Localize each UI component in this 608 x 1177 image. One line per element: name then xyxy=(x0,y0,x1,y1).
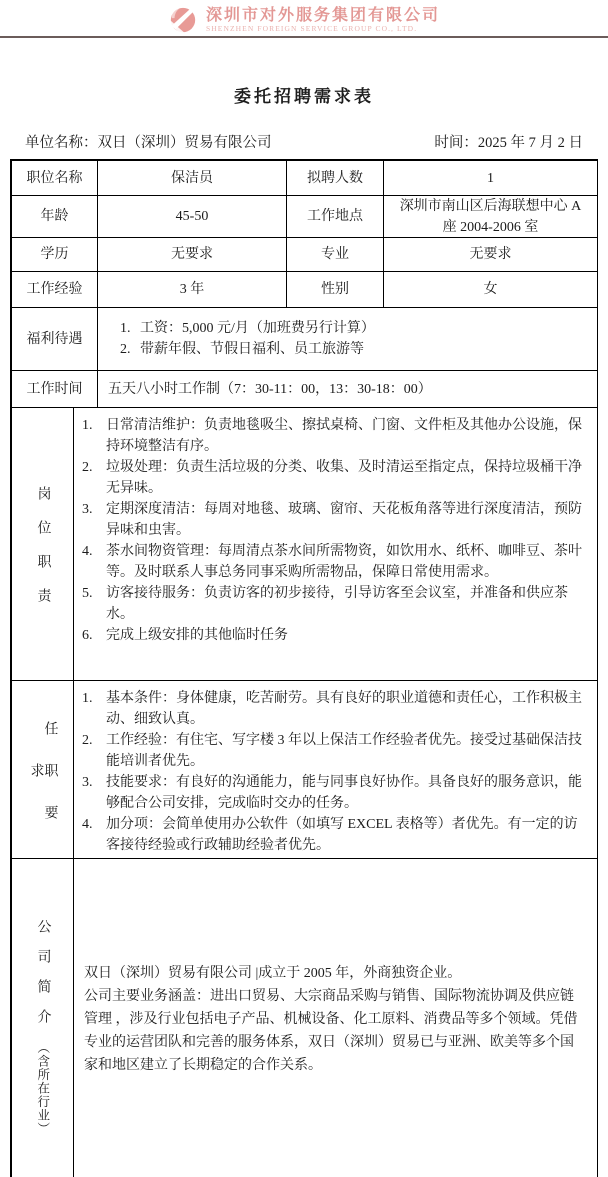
company-name-cn: 深圳市对外服务集团有限公司 xyxy=(205,7,440,24)
label-requirements: 任职要求 xyxy=(12,681,74,859)
label-work-location: 工作地点 xyxy=(287,196,384,238)
requirement-item: 4. 加分项：会简单使用办公软件（如填写 EXCEL 表格等）者优先。有一定的访客接待经验或行政辅助经验者优先。 xyxy=(82,817,578,853)
page-header xyxy=(0,0,608,38)
table-row-age-location xyxy=(12,196,597,238)
requirement-item: 1. 基本条件：身体健康，吃苦耐劳。具有良好的职业道德和责任心，工作积极主动、细致认真。 xyxy=(82,691,582,727)
requirement-item: 3. 技能要求：有良好的沟通能力，能与同事良好协作。具备良好的服务意识，能够配合公司安排，完成临时交办的任务。 xyxy=(82,775,582,811)
label-position-name: 职位名称 xyxy=(12,161,98,196)
duty-item: 3. 定期深度清洁：每周对地毯、玻璃、窗帘、天花板角落等进行深度清洁，预防异味和虫害。 xyxy=(82,502,582,538)
value-duties xyxy=(74,408,597,681)
duty-item: 4. 茶水间物资管理：每周清点茶水间所需物资，如饮用水、纸杯、咖啡豆、茶叶等。及时联系人事总务同事采购所需物品，保障日常使用需求。 xyxy=(82,544,582,580)
value-headcount: 1 xyxy=(384,161,597,196)
value-major: 无要求 xyxy=(384,238,597,272)
label-company-intro: 公司简介 （含所在行业） xyxy=(12,859,74,1177)
table-row-work-time xyxy=(12,371,597,408)
unit-name-label: 单位名称： xyxy=(25,135,98,151)
value-work-time: 五天八小时工作制（7：30-11：00，13：30-18：00） xyxy=(98,371,597,408)
duty-item: 5. 访客接待服务：负责访客的初步接待，引导访客至会议室，并准备和供应茶水。 xyxy=(82,586,568,622)
table-row-duties xyxy=(12,408,597,681)
document-title: 委托招聘需求表 xyxy=(234,87,374,106)
form-date xyxy=(434,131,583,152)
duty-item: 6. 完成上级安排的其他临时任务 xyxy=(82,628,288,643)
table-row-experience-gender xyxy=(12,272,597,308)
label-major: 专业 xyxy=(287,238,384,272)
value-work-location: 深圳市南山区后海联想中心 A 座 2004-2006 室 xyxy=(384,196,597,238)
company-intro-paragraph: 双日（深圳）贸易有限公司 |成立于 2005 年，外商独资企业。 xyxy=(84,965,462,981)
requirement-item: 2. 工作经验：有住宅、写字楼 3 年以上保洁工作经验者优先。接受过基础保洁技能培训者优先。 xyxy=(82,733,582,769)
label-duties: 岗位职责 xyxy=(12,408,74,681)
welfare-item: 1. 工资：5,000 元/月（加班费另行计算） xyxy=(120,321,375,336)
company-logo-icon xyxy=(168,5,198,35)
value-position-name: 保洁员 xyxy=(98,161,287,196)
value-requirements xyxy=(74,681,597,859)
value-experience: 3 年 xyxy=(98,272,287,308)
table-row-position xyxy=(12,161,597,196)
label-work-time: 工作时间 xyxy=(12,371,98,408)
date-label: 时间： xyxy=(434,135,478,151)
form-table xyxy=(10,159,598,1177)
date-value: 2025 年 7 月 2 日 xyxy=(477,135,583,151)
table-row-company-intro xyxy=(12,859,597,1177)
unit-name xyxy=(25,131,272,152)
duty-item: 2. 垃圾处理：负责生活垃圾的分类、收集、及时清运至指定点，保持垃圾桶干净无异味。 xyxy=(82,460,582,496)
label-experience: 工作经验 xyxy=(12,272,98,308)
value-welfare xyxy=(98,308,597,371)
label-headcount: 拟聘人数 xyxy=(287,161,384,196)
label-education: 学历 xyxy=(12,238,98,272)
company-logo-text xyxy=(206,7,440,33)
label-gender: 性别 xyxy=(287,272,384,308)
value-gender: 女 xyxy=(384,272,597,308)
company-logo xyxy=(168,5,440,35)
meta-row xyxy=(11,131,597,152)
value-education: 无要求 xyxy=(98,238,287,272)
welfare-item: 2. 带薪年假、节假日福利、员工旅游等 xyxy=(120,342,364,357)
table-row-requirements xyxy=(12,681,597,859)
value-age: 45-50 xyxy=(98,196,287,238)
unit-name-value: 双日（深圳）贸易有限公司 xyxy=(97,135,272,151)
duty-item: 1. 日常清洁维护：负责地毯吸尘、擦拭桌椅、门窗、文件柜及其他办公设施，保持环境整洁有序。 xyxy=(82,418,582,454)
label-age: 年龄 xyxy=(12,196,98,238)
company-name-en: SHENZHEN FOREIGN SERVICE GROUP CO., LTD. xyxy=(205,24,418,33)
table-row-welfare xyxy=(12,308,597,371)
label-welfare: 福利待遇 xyxy=(12,308,98,371)
company-intro-paragraph: 公司主要业务涵盖：进出口贸易、大宗商品采购与销售、国际物流协调及供应链管理 ，涉及行业包括电子产品、机械设备、化工原料、消费品等多个领域。凭借专业的运营团队和完善的服务体系，双日（深圳）贸易已与亚洲、欧美等多个国家和地区建立了长期稳定的合作关系。 xyxy=(84,988,578,1073)
table-row-education-major xyxy=(12,238,597,272)
value-company-intro xyxy=(74,859,597,1177)
